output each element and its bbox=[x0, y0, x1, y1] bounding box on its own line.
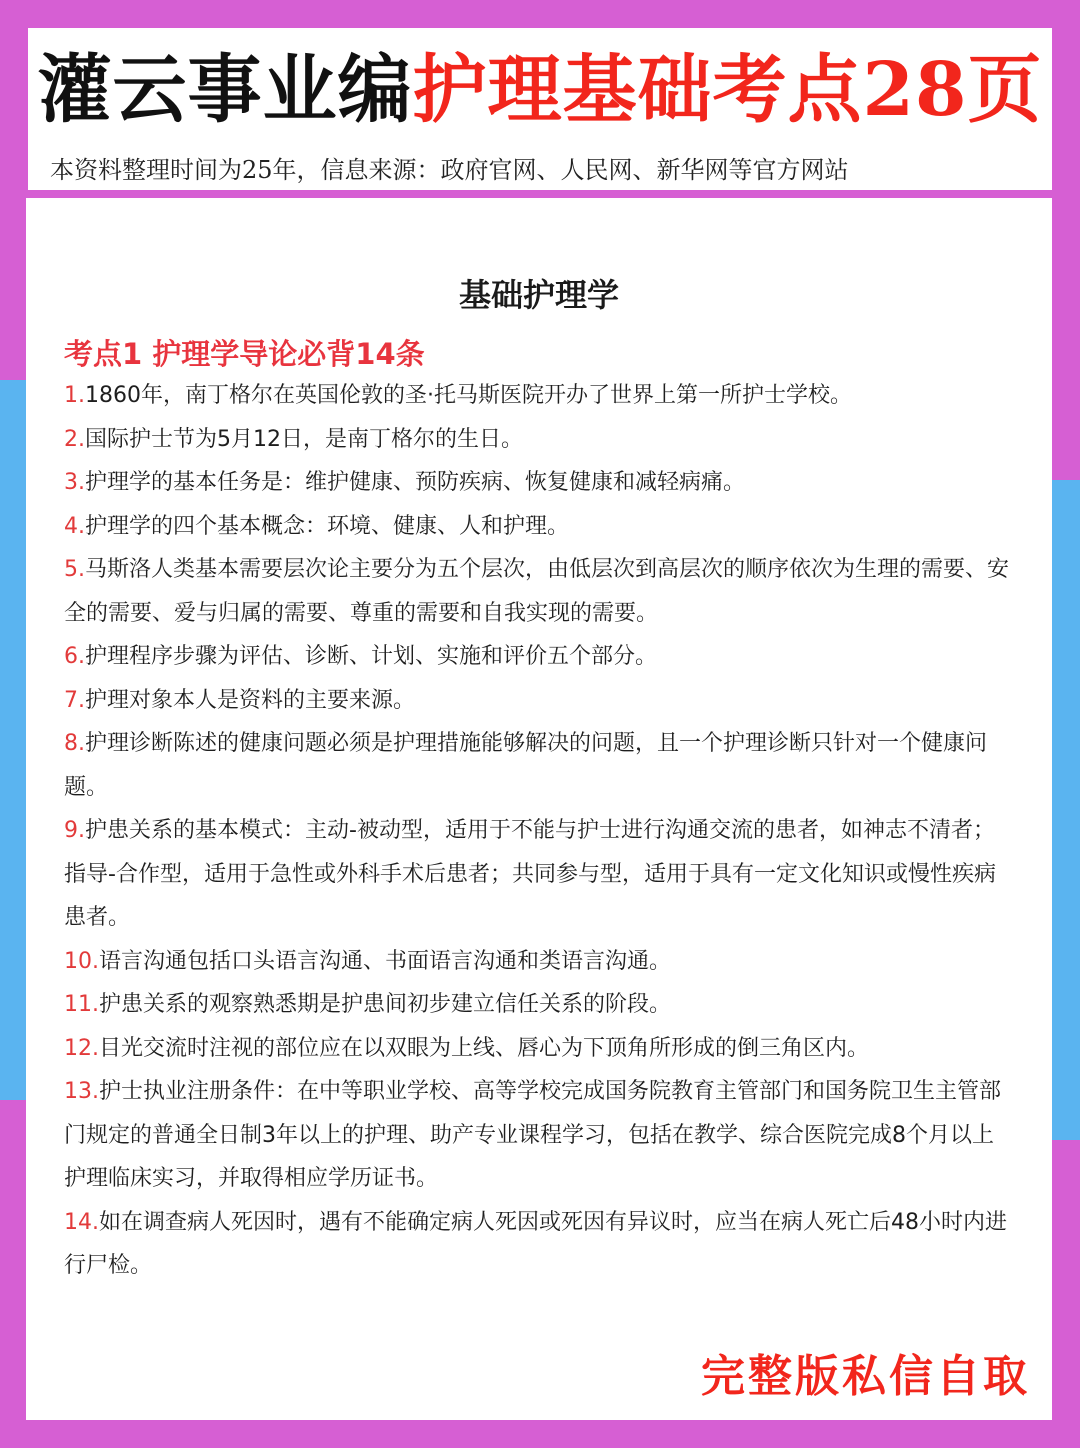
list-item-number: 1. bbox=[64, 383, 85, 408]
list-item-text: 护士执业注册条件：在中等职业学校、高等学校完成国务院教育主管部门和国务院卫生主管部门规定的普通全日制3年以上的护理、助产专业课程学习，包括在教学、综合医院完成8个月以上护理临床实习，并取得相应学历证书。 bbox=[64, 1079, 1002, 1191]
list-item-text: 护理诊断陈述的健康问题必须是护理措施能够解决的问题，且一个护理诊断只针对一个健康问题。 bbox=[64, 731, 988, 800]
list-item-text: 护理程序步骤为评估、诊断、计划、实施和评价五个部分。 bbox=[85, 644, 658, 669]
list-item-number: 12. bbox=[64, 1035, 99, 1061]
content-title: 基础护理学 bbox=[458, 276, 619, 314]
list-item-number: 8. bbox=[64, 731, 85, 756]
list-item bbox=[64, 1027, 1014, 1071]
list-item bbox=[64, 983, 1014, 1027]
list-item-number: 7. bbox=[64, 687, 85, 713]
point-list bbox=[64, 374, 1014, 1288]
banner-title-red: 护理基础考点28页 bbox=[412, 47, 1043, 133]
list-item-text: 语言沟通包括口头语言沟通、书面语言沟通和类语言沟通。 bbox=[99, 948, 672, 974]
list-item bbox=[64, 461, 1014, 505]
list-item-text: 1860年，南丁格尔在英国伦敦的圣·托马斯医院开办了世界上第一所护士学校。 bbox=[85, 383, 852, 408]
list-item-number: 4. bbox=[64, 513, 85, 539]
list-item-number: 3. bbox=[64, 470, 85, 495]
banner-title bbox=[28, 42, 1052, 138]
list-item bbox=[64, 1201, 1014, 1288]
list-item bbox=[64, 548, 1014, 635]
list-item-text: 国际护士节为5月12日，是南丁格尔的生日。 bbox=[85, 426, 523, 452]
list-item-number: 5. bbox=[64, 557, 85, 582]
list-item-number: 11. bbox=[64, 992, 99, 1017]
list-item bbox=[64, 1070, 1014, 1201]
list-item-number: 13. bbox=[64, 1079, 99, 1104]
content-card bbox=[26, 198, 1052, 1420]
list-item bbox=[64, 940, 1014, 984]
list-item bbox=[64, 809, 1014, 940]
list-item-text: 护理对象本人是资料的主要来源。 bbox=[85, 687, 416, 713]
list-item bbox=[64, 418, 1014, 462]
list-item-text: 马斯洛人类基本需要层次论主要分为五个层次，由低层次到高层次的顺序依次为生理的需要、安全的需要、爱与归属的需要、尊重的需要和自我实现的需要。 bbox=[64, 557, 1010, 626]
list-item-number: 10. bbox=[64, 948, 99, 974]
list-item-number: 14. bbox=[64, 1209, 99, 1235]
list-item-text: 目光交流时注视的部位应在以双眼为上线、唇心为下顶角所形成的倒三角区内。 bbox=[99, 1035, 870, 1061]
list-item-text: 护患关系的基本模式：主动-被动型，适用于不能与护士进行沟通交流的患者，如神志不清者；指导-合作型，适用于急性或外科手术后患者；共同参与型，适用于具有一定文化知识或慢性疾病患者。 bbox=[64, 818, 996, 930]
list-item bbox=[64, 374, 1014, 418]
section-heading: 考点1 护理学导论必背14条 bbox=[64, 337, 425, 371]
footer-note: 完整版私信自取 bbox=[701, 1351, 1030, 1402]
banner-title-black: 灌云事业编 bbox=[37, 47, 413, 133]
list-item-text: 护理学的四个基本概念：环境、健康、人和护理。 bbox=[85, 513, 570, 539]
list-item bbox=[64, 505, 1014, 549]
header-banner bbox=[28, 28, 1052, 190]
list-item bbox=[64, 722, 1014, 809]
list-item bbox=[64, 635, 1014, 679]
list-item-text: 护患关系的观察熟悉期是护患间初步建立信任关系的阶段。 bbox=[99, 992, 672, 1017]
list-item bbox=[64, 679, 1014, 723]
list-item-number: 2. bbox=[64, 426, 85, 452]
list-item-number: 9. bbox=[64, 818, 85, 843]
list-item-number: 6. bbox=[64, 644, 85, 669]
list-item-text: 如在调查病人死因时，遇有不能确定病人死因或死因有异议时，应当在病人死亡后48小时内进行尸检。 bbox=[64, 1209, 1007, 1278]
banner-subtitle: 本资料整理时间为25年，信息来源：政府官网、人民网、新华网等官方网站 bbox=[50, 156, 849, 184]
list-item-text: 护理学的基本任务是：维护健康、预防疾病、恢复健康和减轻病痛。 bbox=[85, 470, 746, 495]
